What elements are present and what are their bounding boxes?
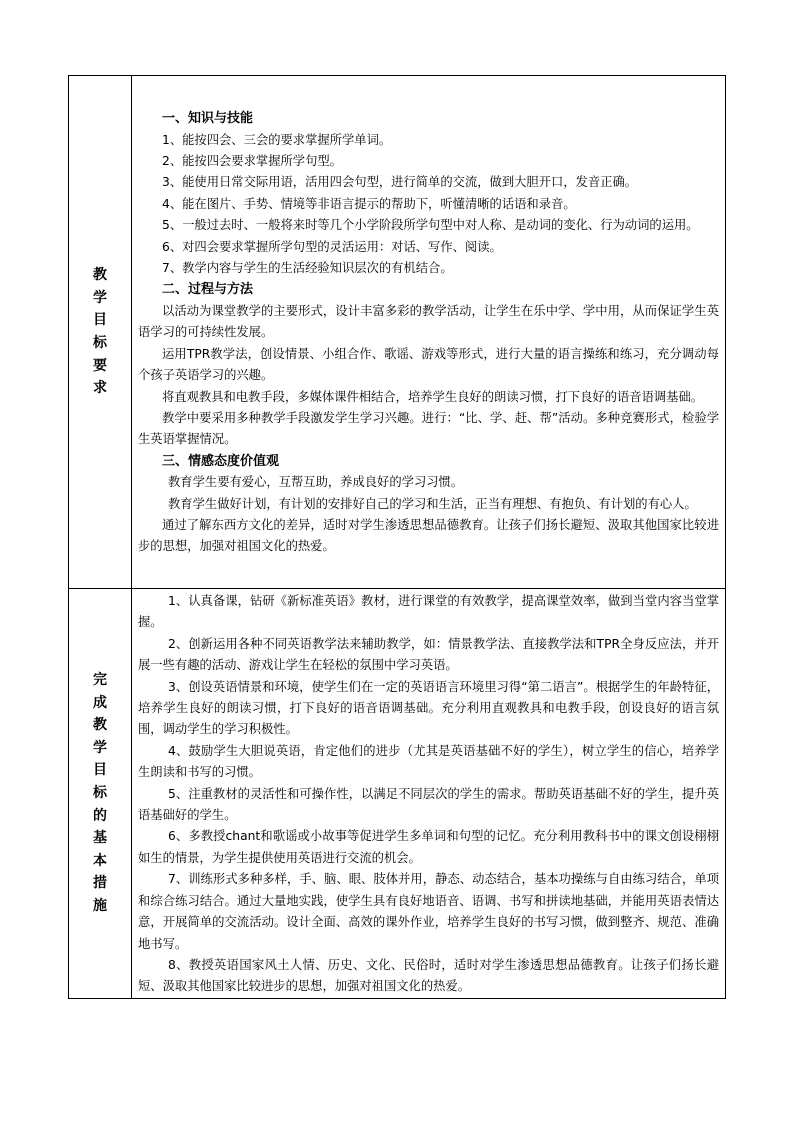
goal-item: 4、能在图片、手势、情境等非语言提示的帮助下，听懂清晰的话语和录音。 <box>162 196 576 211</box>
plan-table <box>68 75 726 999</box>
label-char: 标 <box>93 785 107 802</box>
label-char: 成 <box>93 694 107 711</box>
basic-measures-row <box>69 589 726 999</box>
goal-item: 7、教学内容与学生的生活经验知识层次的有机结合。 <box>162 261 453 276</box>
attitude-paragraph: 教育学生要有爱心，互帮互助，养成良好的学习习惯。 <box>168 475 464 490</box>
label-char: 教 <box>93 267 107 284</box>
measure-item: 7、训练形式多种多样，手、脑、眼、肢体并用，静态、动态结合，基本功操练与自由练习结合，单项和综合练习结合。通过大量地实践，使学生具有良好地语音、语调、书写和拼读地基础，并能用英语表情达意，开展简单的交流活动。设计全面、高效的课外作业，培养学生良好的书写习惯，做到整齐、规范、准确地书写。 <box>138 872 719 951</box>
label-char: 求 <box>93 380 107 397</box>
section-title-attitude-values: 三、情感态度价值观 <box>162 453 280 469</box>
goal-item: 1、能按四会、三会的要求掌握所学单词。 <box>162 132 392 147</box>
method-paragraph: 运用TPR教学法，创设情景、小组合作、歌谣、游戏等形式，进行大量的语言操练和练习，充分调动每个孩子英语学习的兴趣。 <box>138 346 719 383</box>
label-char: 目 <box>93 762 107 779</box>
label-char: 的 <box>93 807 107 824</box>
label-char: 要 <box>93 357 107 374</box>
label-char: 施 <box>93 898 107 915</box>
label-char: 基 <box>93 830 107 847</box>
label-char: 标 <box>93 335 107 351</box>
measure-item: 8、教授英语国家风土人情、历史、文化、民俗时，适时对学生渗透思想品德教育。让孩子们扬长避短、汲取其他国家比较进步的思想，加强对祖国文化的热爱。 <box>138 957 719 994</box>
teaching-goals-label <box>69 76 132 589</box>
measure-item: 6、多教授chant和歌谣或小故事等促进学生多单词和句型的记忆。充分利用教科书中的课文创设栩栩如生的情景，为学生提供使用英语进行交流的机会。 <box>138 829 719 865</box>
label-char: 学 <box>93 739 107 756</box>
label-char: 完 <box>93 672 107 689</box>
goal-item: 6、对四会要求掌握所学句型的灵活运用：对话、写作、阅读。 <box>162 239 502 254</box>
teaching-goals-content <box>132 76 726 589</box>
goal-item: 2、能按四会要求掌握所学句型。 <box>162 154 342 169</box>
label-char: 学 <box>93 289 107 306</box>
teaching-goals-row <box>69 76 726 589</box>
label-char: 教 <box>93 717 107 734</box>
goal-item: 5、一般过去时、一般将来时等几个小学阶段所学句型中对人称、是动词的变化、行为动词的运用。 <box>162 218 699 233</box>
label-char: 目 <box>93 312 107 329</box>
attitude-paragraph: 通过了解东西方文化的差异，适时对学生渗透思想品德教育。让孩子们扬长避短、汲取其他国家比较进步的思想，加强对祖国文化的热爱。 <box>138 517 719 554</box>
method-paragraph: 将直观教具和电教手段，多媒体课件相结合，培养学生良好的朗读习惯，打下良好的语音语调基础。 <box>162 389 704 404</box>
basic-measures-content <box>132 589 726 999</box>
section-title-knowledge-skills: 一、知识与技能 <box>162 111 254 127</box>
measure-item: 4、鼓励学生大胆说英语，肯定他们的进步（尤其是英语基础不好的学生），树立学生的信心，培养学生朗读和书写的习惯。 <box>138 743 719 780</box>
measure-item: 5、注重教材的灵活性和可操作性，以满足不同层次的学生的需求。帮助英语基础不好的学生，提升英语基础好的学生。 <box>138 786 719 823</box>
section-title-process-methods: 二、过程与方法 <box>162 282 254 298</box>
measure-item: 2、创新运用各种不同英语教学法来辅助教学，如：情景教学法、直接教学法和TPR全身反应法，并开展一些有趣的活动、游戏让学生在轻松的氛围中学习英语。 <box>138 636 719 673</box>
measure-item: 3、创设英语情景和环境，使学生们在一定的英语语言环境里习得“第二语言”。根据学生的年龄特征，培养学生良好的朗读习惯，打下良好的语音语调基础。充分利用直观教具和电教手段，创设良好的语言氛围，调动学生的学习积极性。 <box>138 679 719 737</box>
basic-measures-label <box>69 589 132 999</box>
measure-item: 1、认真备课，钻研《新标准英语》教材，进行课堂的有效教学，提高课堂效率，做到当堂内容当堂掌握。 <box>138 594 719 630</box>
attitude-paragraph: 教育学生做好计划，有计划的安排好自己的学习和生活，正当有理想、有抱负、有计划的有心人。 <box>168 496 697 511</box>
label-char: 本 <box>93 852 107 869</box>
method-paragraph: 以活动为课堂教学的主要形式，设计丰富多彩的教学活动，让学生在乐中学、学中用，从而保证学生英语学习的可持续性发展。 <box>138 303 719 340</box>
goal-item: 3、能使用日常交际用语，活用四会句型，进行简单的交流，做到大胆开口，发音正确。 <box>162 175 638 190</box>
label-char: 措 <box>93 875 107 892</box>
method-paragraph: 教学中要采用多种教学手段激发学生学习兴趣。进行：“比、学、赶、帮”活动。多种竞赛形式，检验学生英语掌握情况。 <box>138 410 719 447</box>
